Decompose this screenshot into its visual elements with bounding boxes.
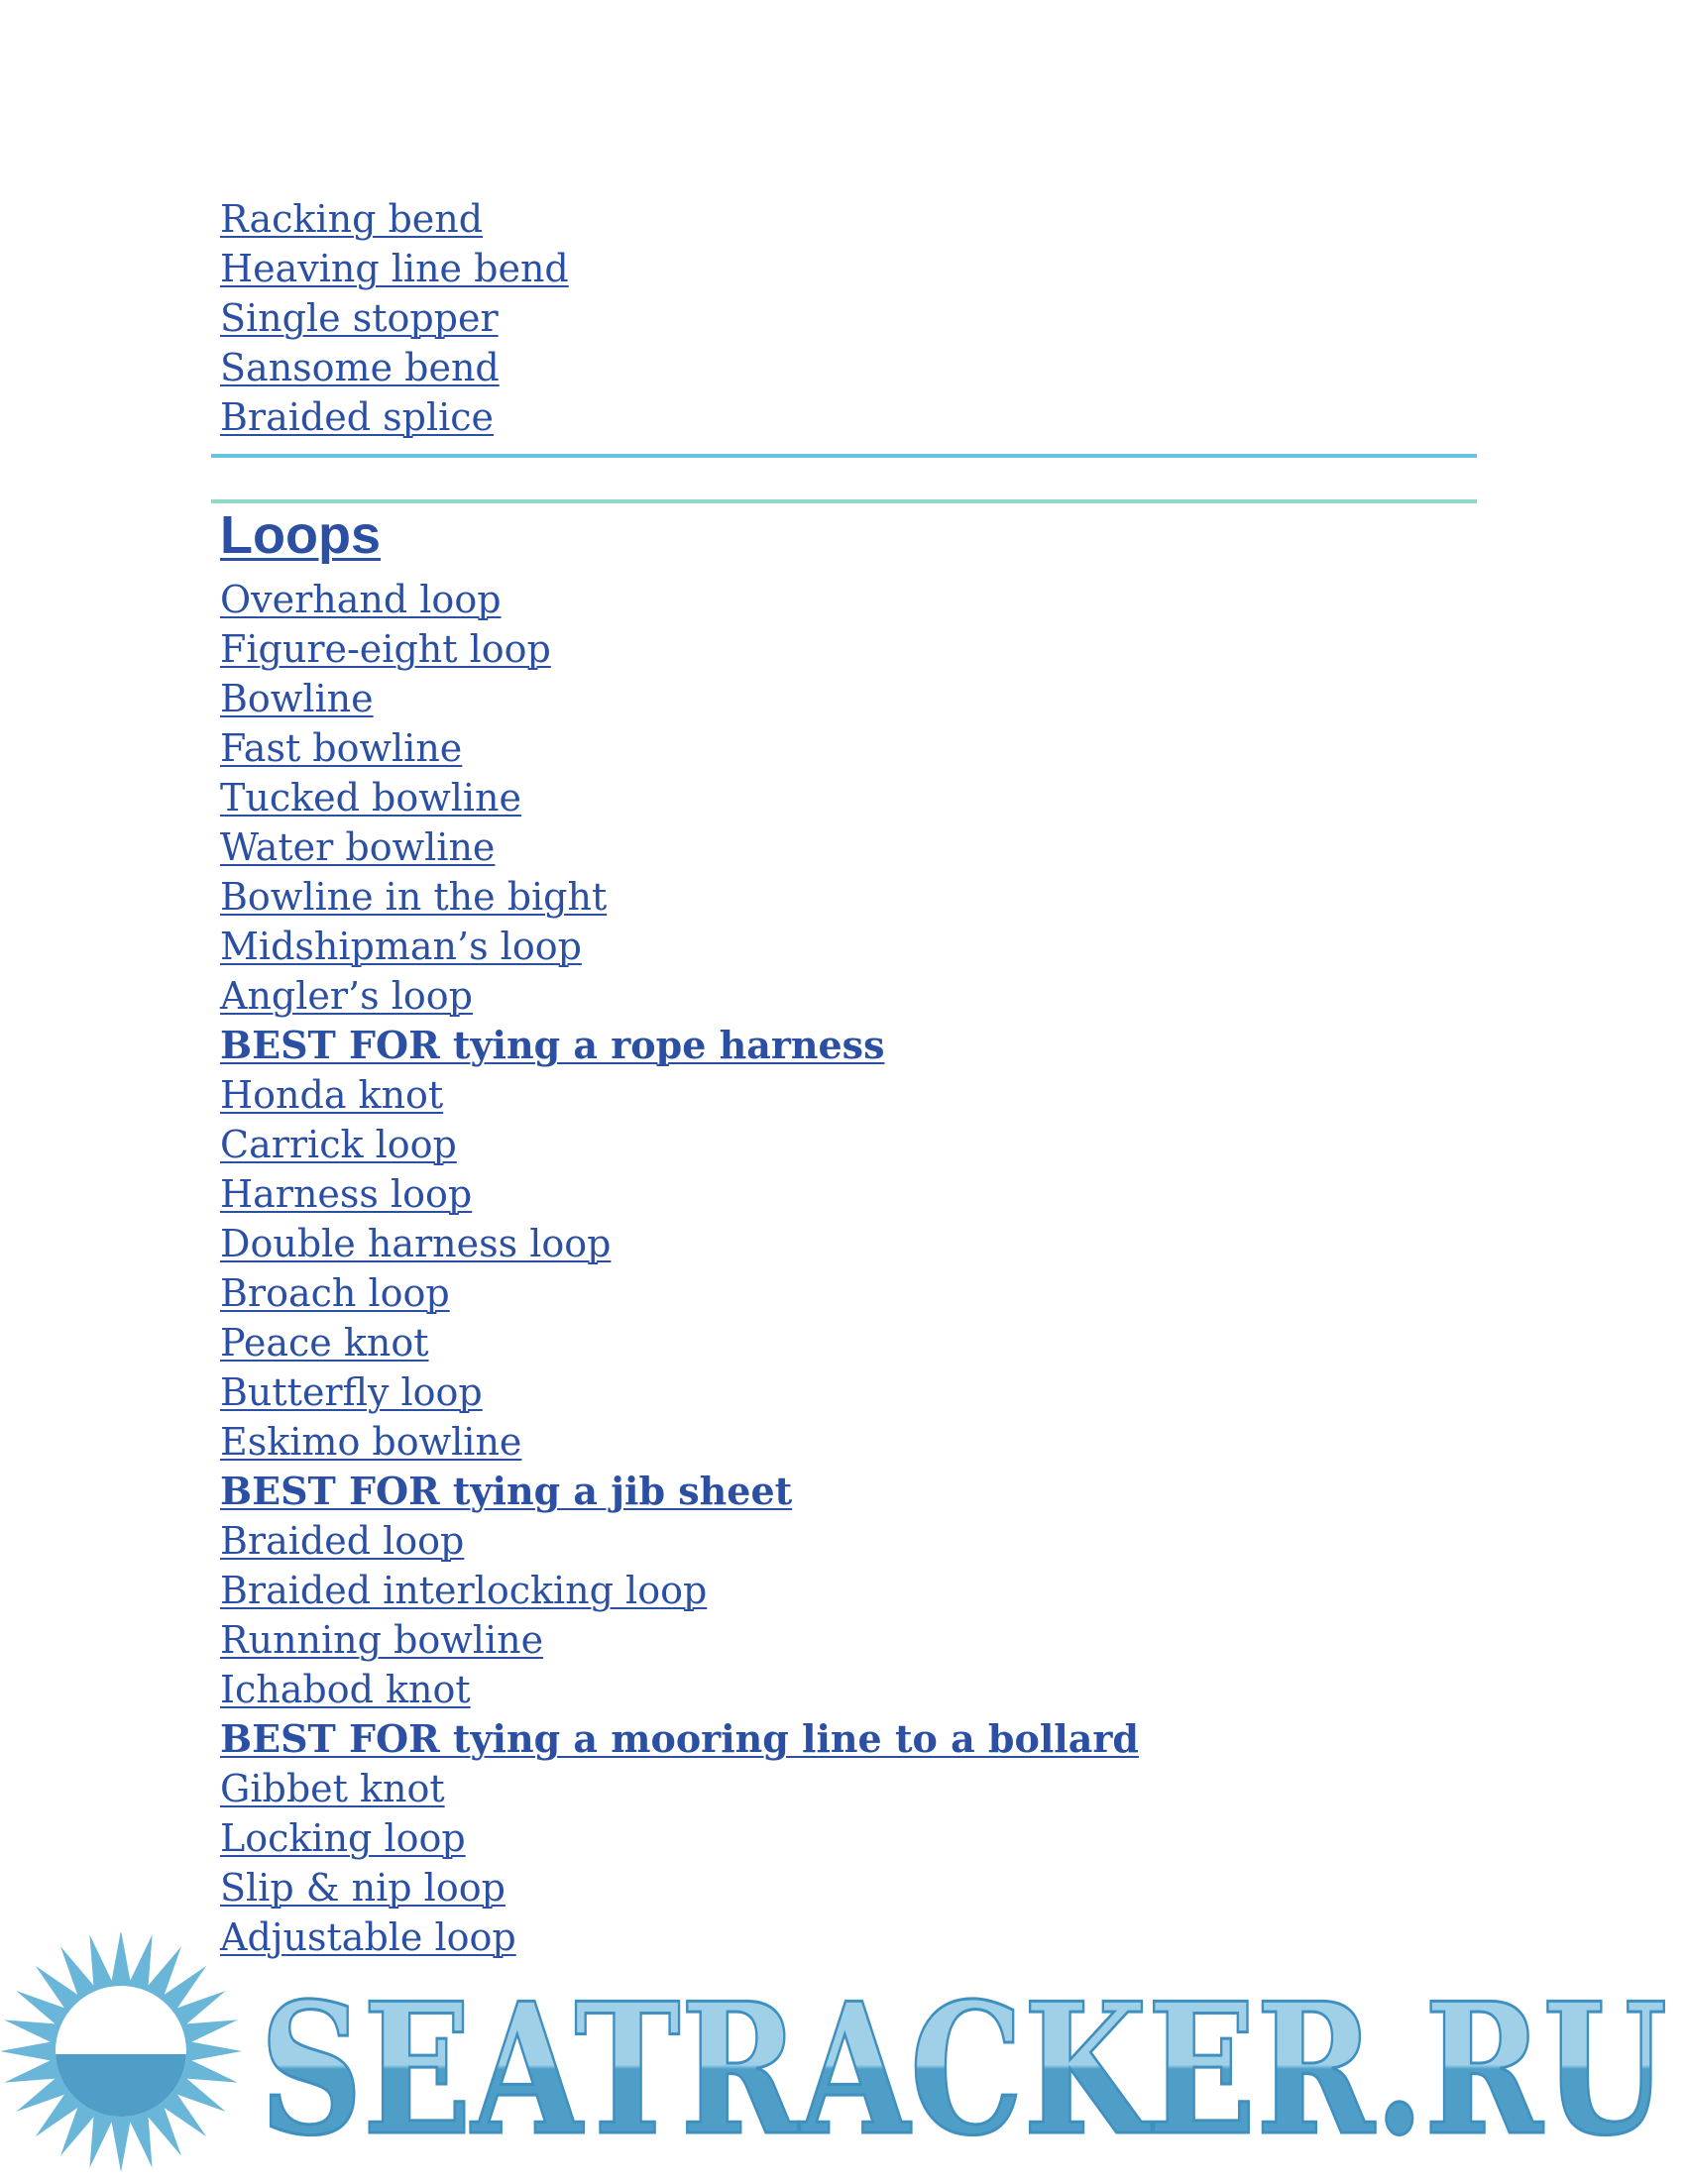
loop-knot-link[interactable]: Peace knot: [220, 1321, 429, 1365]
list-item: [220, 971, 1139, 1021]
loop-knot-link[interactable]: Butterfly loop: [220, 1370, 483, 1414]
list-item: [220, 392, 569, 442]
list-item: [220, 1367, 1139, 1417]
loops-link-list: [220, 575, 1139, 1962]
knot-link[interactable]: Single stopper: [220, 296, 499, 340]
loop-knot-link[interactable]: BEST FOR tying a rope harness: [220, 1023, 885, 1067]
knot-link[interactable]: Racking bend: [220, 197, 484, 241]
loop-knot-link[interactable]: Water bowline: [220, 825, 496, 869]
section-divider-top: [211, 454, 1477, 458]
list-item: [220, 624, 1139, 674]
list-item: [220, 293, 569, 343]
list-item: [220, 1764, 1139, 1813]
list-item: [220, 1516, 1139, 1566]
list-item: [220, 1070, 1139, 1120]
loop-knot-link[interactable]: Fast bowline: [220, 726, 463, 770]
loop-knot-link[interactable]: BEST FOR tying a mooring line to a bollard: [220, 1716, 1139, 1761]
loop-knot-link[interactable]: Braided interlocking loop: [220, 1569, 708, 1612]
section-divider-bottom: [211, 499, 1477, 503]
list-item: [220, 872, 1139, 922]
list-item: [220, 575, 1139, 624]
sun-burst-icon: [0, 1932, 242, 2172]
loop-knot-link[interactable]: Locking loop: [220, 1816, 466, 1860]
list-item: [220, 1120, 1139, 1169]
list-item: [220, 1863, 1139, 1912]
list-item: [220, 1268, 1139, 1318]
knot-link[interactable]: Heaving line bend: [220, 247, 569, 290]
list-item: [220, 674, 1139, 723]
loop-knot-link[interactable]: Eskimo bowline: [220, 1420, 522, 1464]
list-item: [220, 1169, 1139, 1219]
list-item: [220, 922, 1139, 971]
loop-knot-link[interactable]: Bowline in the bight: [220, 875, 608, 919]
list-item: [220, 723, 1139, 773]
loop-knot-link[interactable]: Ichabod knot: [220, 1668, 471, 1711]
watermark-text: SEATRACKER.RU: [260, 1963, 1667, 2175]
list-item: [220, 194, 569, 244]
loop-knot-link[interactable]: Slip & nip loop: [220, 1866, 506, 1910]
watermark: [0, 1932, 1685, 2180]
section-title-loops[interactable]: Loops: [220, 505, 381, 565]
loop-knot-link[interactable]: Overhand loop: [220, 578, 502, 621]
loop-knot-link[interactable]: Double harness loop: [220, 1222, 612, 1265]
list-item: [220, 1467, 1139, 1516]
list-item: [220, 1021, 1139, 1070]
loop-knot-link[interactable]: Adjustable loop: [220, 1915, 516, 1959]
loop-knot-link[interactable]: Bowline: [220, 677, 374, 720]
list-item: [220, 1417, 1139, 1467]
list-item: [220, 822, 1139, 872]
loop-knot-link[interactable]: Angler’s loop: [220, 974, 473, 1018]
list-item: [220, 1566, 1139, 1615]
loop-knot-link[interactable]: Broach loop: [220, 1271, 450, 1315]
loop-knot-link[interactable]: Honda knot: [220, 1073, 444, 1117]
loop-knot-link[interactable]: Carrick loop: [220, 1123, 457, 1166]
list-item: [220, 1813, 1139, 1863]
list-item: [220, 1219, 1139, 1268]
loop-knot-link[interactable]: Figure-eight loop: [220, 627, 551, 671]
loop-knot-link[interactable]: Gibbet knot: [220, 1767, 445, 1810]
knot-link[interactable]: Braided splice: [220, 395, 495, 439]
top-link-list: [220, 194, 569, 442]
loop-knot-link[interactable]: Running bowline: [220, 1618, 544, 1662]
list-item: [220, 1318, 1139, 1367]
loop-knot-link[interactable]: Midshipman’s loop: [220, 925, 582, 968]
list-item: [220, 773, 1139, 822]
list-item: [220, 244, 569, 293]
loop-knot-link[interactable]: BEST FOR tying a jib sheet: [220, 1469, 793, 1513]
loop-knot-link[interactable]: Tucked bowline: [220, 776, 522, 819]
watermark-graphic: [0, 1932, 1685, 2180]
list-item: [220, 1615, 1139, 1665]
list-item: [220, 343, 569, 392]
loop-knot-link[interactable]: Braided loop: [220, 1519, 465, 1563]
knot-link[interactable]: Sansome bend: [220, 346, 500, 389]
list-item: [220, 1714, 1139, 1764]
list-item: [220, 1665, 1139, 1714]
loop-knot-link[interactable]: Harness loop: [220, 1172, 473, 1216]
